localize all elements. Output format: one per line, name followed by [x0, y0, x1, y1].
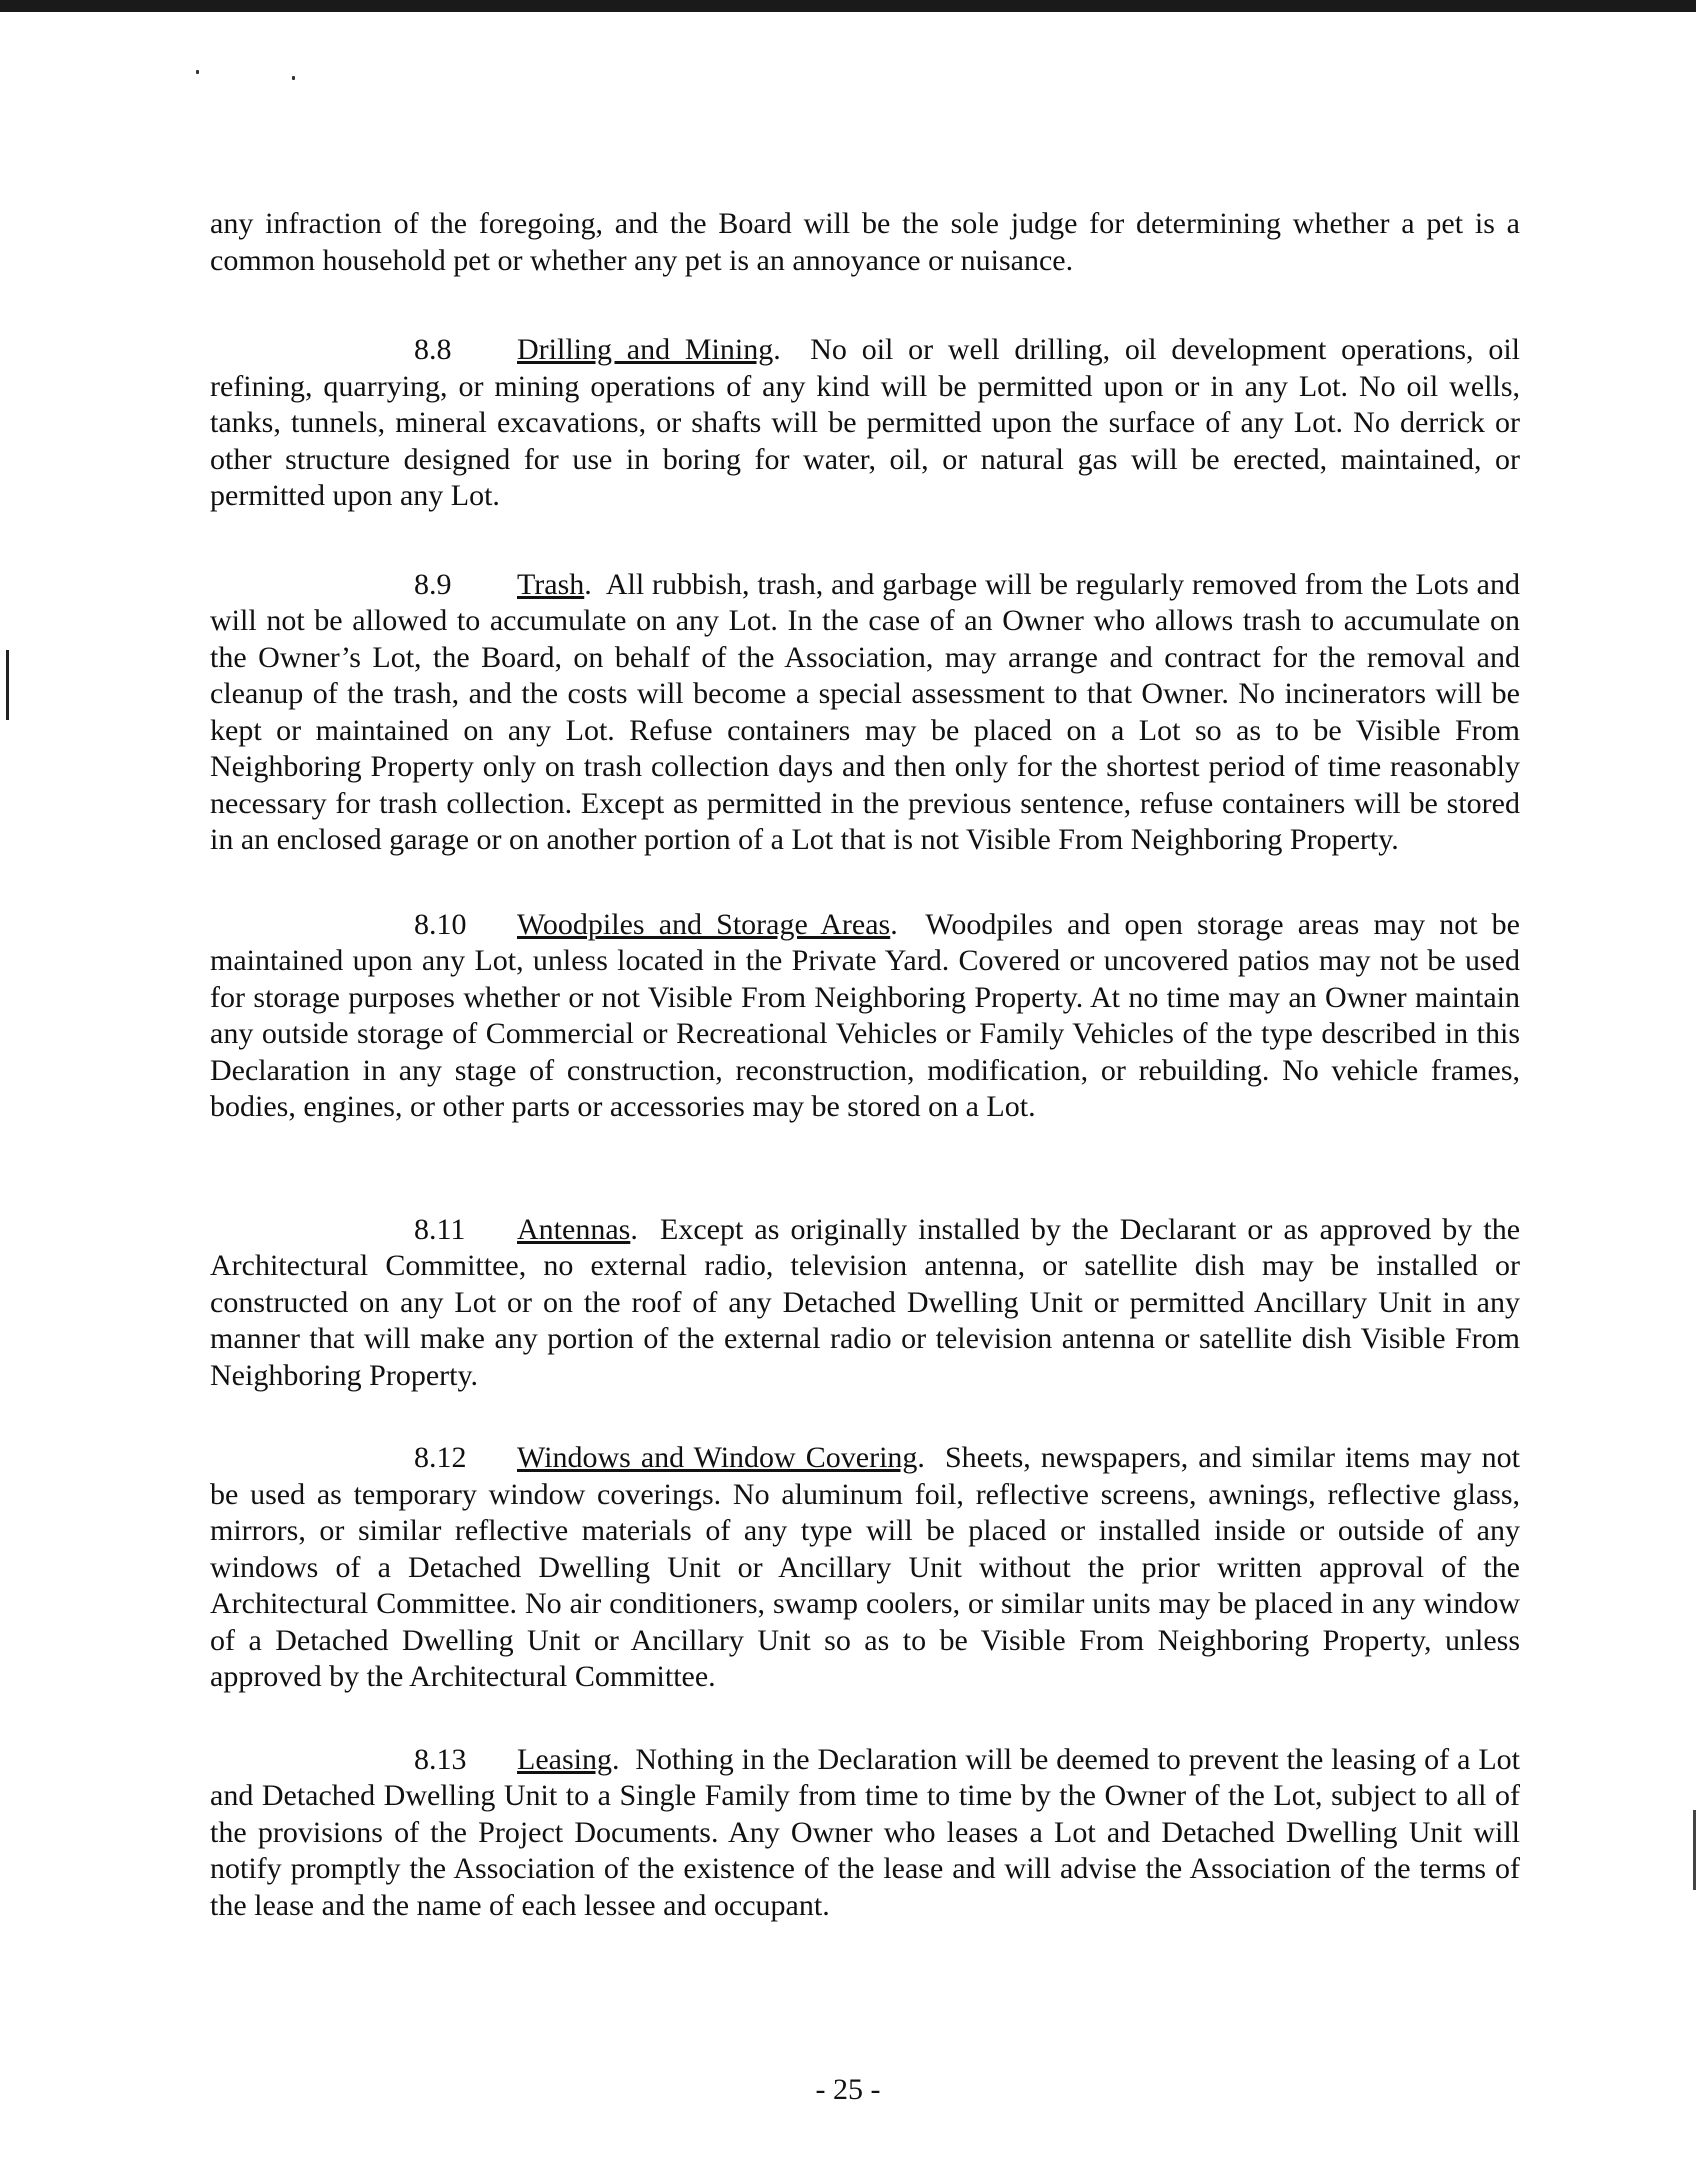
section-8-9: 8.9 Trash. All rubbish, trash, and garbage will be regularly removed from the Lots and will not be allowed to accumulate on any Lot. In the case of an Owner who allows trash to accumulate on the Owner’s Lot, the Board, on behalf of the Association, may arrange and contract for the removal and cleanup of the trash, and the costs will become a special assessment to that Owner. No incinerators will be kept or maintained on any Lot. Refuse containers may be placed on a Lot so as to be Visible From Neighboring Property only on trash collection days and then only for the shortest period of time reasonably necessary for trash collection. Except as permitted in the previous sentence, refuse containers will be stored in an enclosed garage or on another portion of a Lot that is not Visible From Neighboring Property. — [210, 567, 1520, 856]
scan-edge-mark — [6, 650, 9, 720]
section-number: 8.8 — [414, 333, 452, 366]
section-heading: Drilling and Mining — [517, 333, 774, 366]
section-body: Woodpiles and open storage areas may not be maintained upon any Lot, unless located in the Private Yard. Covered or uncovered patios may not be used for storage purposes whether or not Visible From Neighboring Property. At no time may an Owner maintain any outside storage of Commercial or Recreational Vehicles or Family Vehicles of the type described in this Declaration in any stage of construction, reconstruction, modification, or rebuilding. No vehicle frames, bodies, engines, or other parts or accessories may be stored on a Lot. — [210, 907, 1520, 1123]
section-heading: Leasing — [517, 1742, 612, 1776]
section-number: 8.13 — [414, 1742, 467, 1776]
section-body: Sheets, newspapers, and similar items may not be used as temporary window coverings. No aluminum foil, reflective screens, awnings, reflective glass, mirrors, or similar reflective materials of any type will be placed or installed inside or outside of any windows of a Detached Dwelling Unit or Ancillary Unit without the prior written approval of the Architectural Committee. No air conditioners, swamp coolers, or similar units may be placed in any window of a Detached Dwelling Unit or Ancillary Unit so as to be Visible From Neighboring Property, unless approved by the Architectural Committee. — [210, 1441, 1521, 1693]
section-body: Except as originally installed by the Declarant or as approved by the Architectural Committee, no external radio, television antenna, or satellite dish may be installed or constructed on any Lot or on the roof of any Detached Dwelling Unit or permitted Ancillary Unit in any manner that will make any portion of the external radio or television antenna or satellite dish Visible From Neighboring Property. — [210, 1212, 1521, 1392]
intro-paragraph: any infraction of the foregoing, and the Board will be the sole judge for determining whether a pet is a common household pet or whether any pet is an annoyance or nuisance. — [210, 207, 1520, 277]
document-page — [210, 206, 1520, 1924]
section-body: Nothing in the Declaration will be deemed to prevent the leasing of a Lot and Detached Dwelling Unit to a Single Family from time to time by the Owner of the Lot, subject to all of the provisions of the Project Documents. Any Owner who leases a Lot and Detached Dwelling Unit will notify promptly the Association of the existence of the lease and will advise the Association of the terms of the lease and the name of each lessee and occupant. — [210, 1742, 1520, 1922]
section-heading: Woodpiles and Storage Areas — [517, 907, 891, 941]
section-body: No oil or well drilling, oil development operations, oil refining, quarrying, or mining operations of any kind will be permitted upon or in any Lot. No oil wells, tanks, tunnels, mineral excavations, or shafts will be permitted upon the surface of any Lot. No derrick or other structure designed for use in boring for water, oil, or natural gas will be erected, maintained, or permitted upon any Lot. — [210, 333, 1520, 512]
page-number: - 25 - — [815, 2073, 881, 2106]
section-8-8: 8.8 Drilling and Mining. No oil or well drilling, oil development operations, oil refining, quarrying, or mining operations of any kind will be permitted upon or in any Lot. No oil wells, tanks, tunnels, mineral excavations, or shafts will be permitted upon the surface of any Lot. No derrick or other structure designed for use in boring for water, oil, or natural gas will be erected, maintained, or permitted upon any Lot. — [210, 333, 1520, 512]
section-heading: Antennas — [517, 1212, 631, 1246]
section-8-10: 8.10 Woodpiles and Storage Areas. Woodpiles and open storage areas may not be maintained upon any Lot, unless located in the Private Yard. Covered or uncovered patios may not be used for storage purposes whether or not Visible From Neighboring Property. At no time may an Owner maintain any outside storage of Commercial or Recreational Vehicles or Family Vehicles of the type described in this Declaration in any stage of construction, reconstruction, modification, or rebuilding. No vehicle frames, bodies, engines, or other parts or accessories may be stored on a Lot. — [210, 907, 1520, 1123]
section-heading: Trash — [517, 567, 585, 601]
section-number: 8.9 — [414, 567, 452, 601]
section-number: 8.11 — [414, 1212, 466, 1246]
section-8-11: 8.11 Antennas. Except as originally installed by the Declarant or as approved by the Architectural Committee, no external radio, television antenna, or satellite dish may be installed or constructed on any Lot or on the roof of any Detached Dwelling Unit or permitted Ancillary Unit in any manner that will make any portion of the external radio or television antenna or satellite dish Visible From Neighboring Property. — [210, 1212, 1521, 1392]
section-8-13: 8.13 Leasing. Nothing in the Declaration will be deemed to prevent the leasing of a Lot and Detached Dwelling Unit to a Single Family from time to time by the Owner of the Lot, subject to all of the provisions of the Project Documents. Any Owner who leases a Lot and Detached Dwelling Unit will notify promptly the Association of the existence of the lease and will advise the Association of the terms of the lease and the name of each lessee and occupant. — [210, 1742, 1520, 1922]
section-number: 8.12 — [414, 1441, 467, 1474]
scan-speck — [292, 76, 295, 80]
section-number: 8.10 — [414, 907, 467, 941]
section-heading: Windows and Window Covering — [517, 1441, 918, 1474]
scan-speck — [196, 70, 199, 74]
section-8-12: 8.12 Windows and Window Covering. Sheets, newspapers, and similar items may not be used as temporary window coverings. No aluminum foil, reflective screens, awnings, reflective glass, mirrors, or similar reflective materials of any type will be placed or installed inside or outside of any windows of a Detached Dwelling Unit or Ancillary Unit without the prior written approval of the Architectural Committee. No air conditioners, swamp coolers, or similar units may be placed in any window of a Detached Dwelling Unit or Ancillary Unit so as to be Visible From Neighboring Property, unless approved by the Architectural Committee. — [210, 1441, 1521, 1693]
scan-top-border — [0, 0, 1696, 12]
section-body: All rubbish, trash, and garbage will be regularly removed from the Lots and will not be allowed to accumulate on any Lot. In the case of an Owner who allows trash to accumulate on the Owner’s Lot, the Board, on behalf of the Association, may arrange and contract for the removal and cleanup of the trash, and the costs will become a special assessment to that Owner. No incinerators will be kept or maintained on any Lot. Refuse containers may be placed on a Lot so as to be Visible From Neighboring Property only on trash collection days and then only for the shortest period of time reasonably necessary for trash collection. Except as permitted in the previous sentence, refuse containers will be stored in an enclosed garage or on another portion of a Lot that is not Visible From Neighboring Property. — [210, 567, 1520, 856]
